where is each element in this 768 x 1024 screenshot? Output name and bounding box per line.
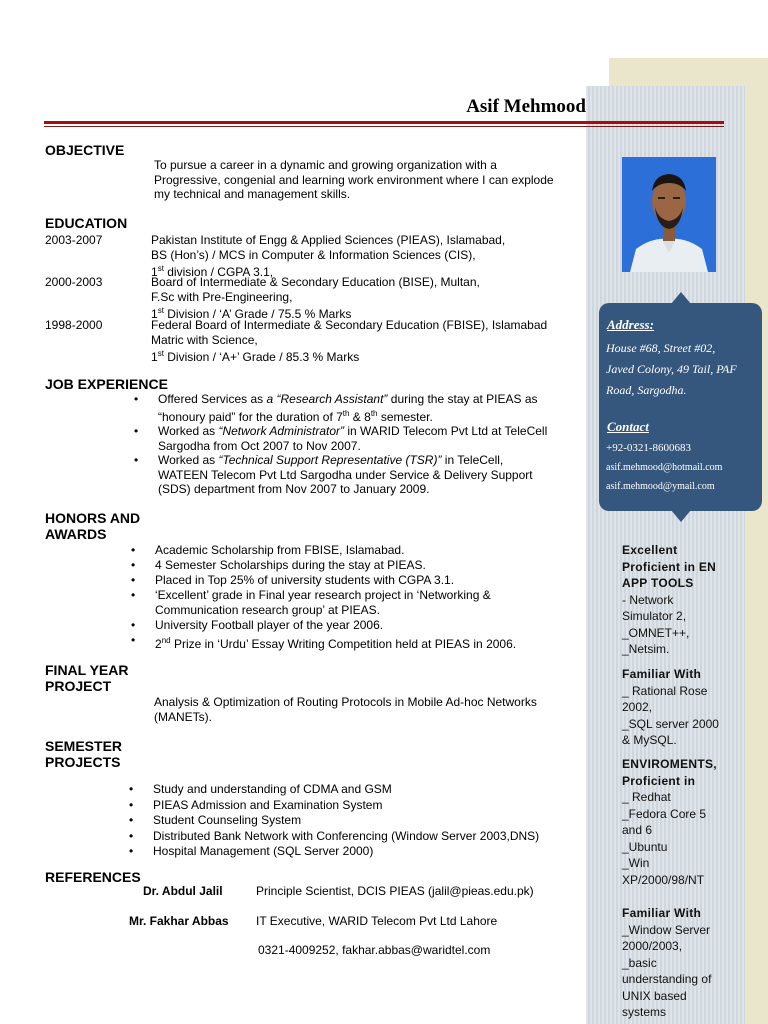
address-line: Road, Sargodha. (606, 383, 687, 397)
education-entry (151, 275, 480, 322)
skills-line: - Network (622, 592, 674, 607)
job-text: (SDS) department from Nov 2007 to January 2009. (158, 482, 430, 496)
job-text: Worked as (158, 453, 219, 467)
honor-text: ‘Excellent’ grade in Final year research project in ‘Networking & (155, 588, 491, 602)
fyp-text (154, 695, 537, 724)
grade-sup: st (157, 306, 164, 315)
objective-line: To pursue a career in a dynamic and growing organization with a (154, 158, 497, 172)
reference-name: Dr. Abdul Jalil (143, 884, 223, 898)
skills-line: XP/2000/98/NT (622, 872, 705, 887)
reference-detail: Principle Scientist, DCIS PIEAS (jalil@pieas.edu.pk) (256, 884, 534, 898)
objective-heading: OBJECTIVE (45, 142, 125, 158)
education-heading: EDUCATION (45, 215, 128, 231)
job-text: WATEEN Telecom Pvt Ltd Sargodha under Service & Delivery Support (158, 467, 533, 482)
prize-sup: nd (161, 636, 171, 645)
fyp-heading-line: FINAL YEAR (45, 662, 129, 678)
contact-email: asif.mehmood@hotmail.com (606, 462, 723, 473)
semester-heading-line: PROJECTS (45, 754, 121, 770)
skills-title: APP TOOLS (622, 576, 694, 590)
objective-text (154, 158, 554, 202)
address-line: House #68, Street #02, (606, 341, 716, 355)
skills-line: 2000/2003, (622, 939, 683, 953)
skills-title: ENVIROMENTS, (622, 757, 717, 771)
skills-line: _Window Server (622, 922, 711, 937)
honor-text: Communication research group’ at PIEAS. (155, 603, 380, 617)
skills-line: _ Redhat (622, 790, 671, 804)
job-text: “honoury paid” for the duration of 7 (158, 409, 343, 424)
semester-item: • PIEAS Admission and Examination System (129, 798, 579, 814)
honor-text: Prize in ‘Urdu’ Essay Writing Competition held at PIEAS in 2006. (173, 637, 517, 651)
semester-item: • Study and understanding of CDMA and GSM (129, 782, 579, 798)
grade-text: Division / ‘A+’ Grade / 85.3 % Marks (163, 350, 360, 364)
contact-box (599, 303, 762, 511)
job-item (134, 453, 584, 497)
honor-item: • Placed in Top 25% of university students with CGPA 3.1. (131, 573, 581, 588)
header-rule (44, 121, 724, 124)
education-years: 1998-2000 (45, 318, 103, 332)
honors-heading (45, 510, 140, 542)
grade-sup: st (157, 264, 164, 273)
contact-email: asif.mehmood@ymail.com (606, 481, 715, 492)
semester-item: • Student Counseling System (129, 813, 579, 829)
address-text (606, 338, 737, 401)
grade-text: division / CGPA 3.1, (163, 265, 274, 279)
fyp-line: Analysis & Optimization of Routing Protocols in Mobile Ad-hoc Networks (154, 695, 537, 709)
semester-heading-line: SEMESTER (45, 738, 123, 754)
address-line: Javed Colony, 49 Tail, PAF (606, 362, 737, 376)
job-text: Sargodha from Oct 2007 to Nov 2007. (158, 438, 361, 453)
fyp-heading-line: PROJECT (45, 678, 112, 694)
skills-title: Familiar With (622, 906, 702, 920)
job-role: a “Research Assistant” (266, 392, 388, 406)
skills-title: Proficient in EN (622, 559, 717, 574)
honor-item: • 4 Semester Scholarships during the stay at PIEAS. (131, 558, 581, 573)
skills-line: _Fedora Core 5 (622, 806, 707, 821)
job-item (134, 392, 584, 424)
contact-label: Contact (607, 419, 649, 434)
resume-name: Asif Mehmood (466, 96, 586, 117)
education-line: Matric with Science, (151, 332, 258, 347)
honors-heading-line: AWARDS (45, 526, 107, 542)
skills-line: and 6 (622, 823, 653, 837)
job-text: semester. (377, 409, 433, 424)
job-text: Offered Services as (158, 392, 267, 406)
skills-line: UNIX based (622, 988, 687, 1003)
profile-photo (622, 157, 716, 272)
job-text: in TeleCell, (441, 453, 504, 467)
fyp-line: (MANETs). (154, 709, 212, 724)
reference-detail: IT Executive, WARID Telecom Pvt Ltd Lahore (256, 914, 498, 928)
grade-number: 1 (151, 350, 158, 364)
skills-line: 2002, (622, 700, 653, 714)
grade-number: 1 (151, 307, 158, 321)
skills-section-tools (622, 542, 732, 658)
references-heading: REFERENCES (45, 869, 141, 885)
skills-line: _Win (622, 856, 650, 870)
semester-item: • Hospital Management (SQL Server 2000) (129, 844, 579, 860)
skills-line: _Netsim. (622, 642, 670, 656)
semester-list (129, 782, 579, 860)
skills-line: _basic (622, 955, 657, 970)
education-entry (151, 318, 547, 365)
education-grade (151, 347, 547, 365)
semester-item: • Distributed Bank Network with Conferencing (Window Server 2003,DNS) (129, 829, 579, 845)
semester-heading (45, 738, 122, 770)
prize-number: 2 (155, 637, 162, 651)
education-line: Pakistan Institute of Engg & Applied Sciences (PIEAS), Islamabad, (151, 233, 506, 247)
skills-title: Familiar With (622, 667, 702, 681)
job-list (134, 392, 584, 497)
job-role: “Technical Support Representative (TSR)” (218, 453, 442, 467)
skills-line: systems (622, 1005, 667, 1019)
education-years: 2003-2007 (45, 233, 103, 247)
education-line: Federal Board of Intermediate & Secondary Education (FBISE), Islamabad (151, 318, 548, 332)
education-years: 2000-2003 (45, 275, 103, 289)
honor-item: • University Football player of the year 2006. (131, 618, 581, 633)
objective-line: my technical and management skills. (154, 187, 351, 201)
grade-number: 1 (151, 265, 158, 279)
contact-notch-bottom (671, 510, 691, 522)
grade-text: Division / ‘A’ Grade / 75.5 % Marks (163, 307, 352, 321)
reference-contact: 0321-4009252, fakhar.abbas@waridtel.com (258, 943, 491, 957)
skills-section-familiar-2 (622, 905, 732, 1021)
job-sup: th (370, 408, 378, 418)
job-text: during the stay at PIEAS as (387, 392, 538, 406)
job-text: & 8 (349, 409, 371, 424)
skills-line: _SQL server 2000 (622, 716, 719, 731)
skills-line: & MySQL. (622, 733, 677, 747)
reference-name: Mr. Fakhar Abbas (129, 914, 229, 928)
job-text: in WARID Telecom Pvt Ltd at TeleCell (344, 424, 548, 438)
job-text: Worked as (158, 424, 219, 438)
education-line: Board of Intermediate & Secondary Education (BISE), Multan, (151, 275, 480, 289)
skills-section-environments (622, 756, 732, 888)
job-item (134, 424, 584, 453)
job-sup: th (342, 408, 350, 418)
job-role: “Network Administrator” (218, 424, 345, 438)
grade-sup: st (157, 349, 164, 358)
contact-phone: +92-0321-8600683 (606, 442, 692, 454)
honors-list (131, 543, 581, 652)
skills-line: _Ubuntu (622, 839, 668, 854)
skills-line: Simulator 2, (622, 609, 687, 623)
education-line: BS (Hon’s) / MCS in Computer & Information Sciences (CIS), (151, 247, 476, 262)
skills-title: Excellent (622, 543, 678, 557)
skills-title: Proficient in (622, 773, 696, 788)
education-line: F.Sc with Pre-Engineering, (151, 289, 293, 304)
honors-heading-line: HONORS AND (45, 510, 141, 526)
skills-line: _OMNET++, (622, 625, 690, 640)
objective-line: Progressive, congenial and learning work environment where I can explode (154, 172, 554, 187)
honor-item (131, 588, 581, 618)
skills-line: understanding of (622, 972, 712, 986)
fyp-heading (45, 662, 129, 694)
job-heading: JOB EXPERIENCE (45, 376, 168, 392)
education-entry (151, 233, 505, 280)
honor-item: • Academic Scholarship from FBISE, Islamabad. (131, 543, 581, 558)
skills-section-familiar (622, 666, 732, 749)
honor-item (131, 633, 581, 652)
header-rule-thin (44, 126, 724, 127)
address-label: Address: (607, 317, 654, 332)
skills-line: _ Rational Rose (622, 683, 708, 698)
